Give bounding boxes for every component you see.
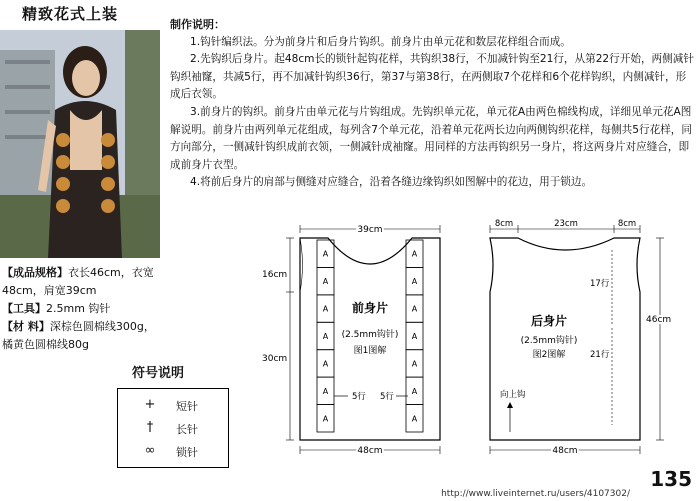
double-crochet-icon: †: [146, 420, 154, 435]
front-bottom-dimension: 48cm: [357, 446, 383, 456]
symbol-label: 长针: [176, 423, 198, 436]
front-upper-height: 16cm: [262, 270, 288, 280]
motif-label: A: [411, 386, 418, 396]
front-lower-height: 30cm: [262, 354, 288, 364]
motif-label: A: [322, 386, 329, 396]
back-bottom-dimension: 48cm: [552, 446, 578, 456]
motif-column-right: [406, 240, 423, 432]
instructions-heading: 制作说明：: [170, 18, 225, 31]
motif-label: A: [411, 277, 418, 287]
back-top-right-dimension: 8cm: [617, 219, 637, 229]
symbols-title: 符号说明: [132, 366, 185, 381]
front-piece-title: 前身片: [351, 301, 389, 315]
single-crochet-icon: +: [144, 397, 156, 412]
back-top-mid-dimension: 23cm: [554, 219, 578, 229]
back-total-height: 46cm: [646, 315, 672, 325]
motif-label: A: [322, 332, 329, 341]
back-lower-rows: 21行: [590, 350, 610, 360]
front-rows-left: 5行: [352, 392, 366, 402]
motif-label: A: [322, 359, 329, 369]
back-needle: (2.5mm钩针): [520, 336, 578, 346]
motif-label: A: [322, 249, 329, 259]
instruction-step: 1.钩针编织法。分为前身片和后身片钩织。前身片由单元花和数层花样组合而成。: [190, 35, 571, 48]
source-url: http://www.liveinternet.ru/users/4107302/: [441, 489, 630, 499]
page-title: 精致花式上装: [22, 5, 119, 23]
motif-label: A: [411, 359, 418, 369]
tool-label: 【工具】: [2, 302, 46, 315]
back-upper-rows: 17行: [590, 279, 610, 289]
front-top-dimension: 39cm: [357, 225, 383, 235]
instruction-step: 4.将前后身片的肩部与侧缝对应缝合，沿着各缝边缘钩织如图解中的花边，用于锁边。: [190, 176, 593, 189]
back-direction: 向上钩: [500, 390, 526, 400]
size-label: 【成品规格】: [2, 266, 68, 279]
motif-label: A: [322, 277, 329, 287]
motif-column-left: [317, 240, 334, 432]
front-ref: 图1图解: [353, 346, 387, 356]
back-piece-title: 后身片: [530, 314, 568, 328]
front-needle: (2.5mm钩针): [341, 330, 399, 340]
motif-label: A: [411, 414, 418, 424]
instruction-step: 3.前身片的钩织。前身片由单元花与片钩组成。先钩织单元花，单元花A由两色棉线构成，详细见单元花A图解说明。前身片由两列单元花组成，每列含7个单元花，沿着单元花两长边向两侧钩织花样，每侧共5行花样，同方向部分，一侧减针钩织成前衣领，一侧减针成袖窿。用同样的方法再钩织另一身片，将这两身片对应缝合，即成前身片衣型。: [170, 105, 692, 171]
front-rows-right: 5行: [380, 392, 394, 402]
motif-label: A: [322, 304, 329, 314]
chain-stitch-icon: ∞: [144, 443, 156, 458]
instruction-step: 2.先钩织后身片。起48cm长的锁针起钩花样，共钩织38行，不加减针钩至21行，从第22行开始，两侧减针钩织袖窿，共减5行，再不加减针钩织36行，第37与第38行，在两侧取7个花样和6个花样钩织，内侧减针，形成后衣领。: [170, 53, 694, 101]
motif-label: A: [322, 414, 329, 424]
motif-label: A: [411, 332, 418, 341]
page-number: 135: [650, 467, 692, 491]
size-text: 衣长46cm，衣宽48cm，肩宽39cm: [2, 266, 154, 297]
material-text: 深棕色圆棉线300g，橘黄色圆棉线80g: [2, 320, 155, 351]
back-piece-diagram: [490, 219, 671, 456]
material-label: 【材 料】: [2, 320, 50, 333]
symbol-label: 短针: [176, 400, 198, 413]
tool-text: 2.5mm 钩针: [46, 302, 111, 315]
symbol-label: 锁针: [176, 446, 198, 459]
back-top-left-dimension: 8cm: [494, 219, 514, 229]
back-ref: 图2图解: [532, 350, 566, 360]
motif-label: A: [411, 249, 418, 259]
motif-label: A: [411, 304, 418, 314]
front-piece-diagram: [262, 225, 440, 456]
